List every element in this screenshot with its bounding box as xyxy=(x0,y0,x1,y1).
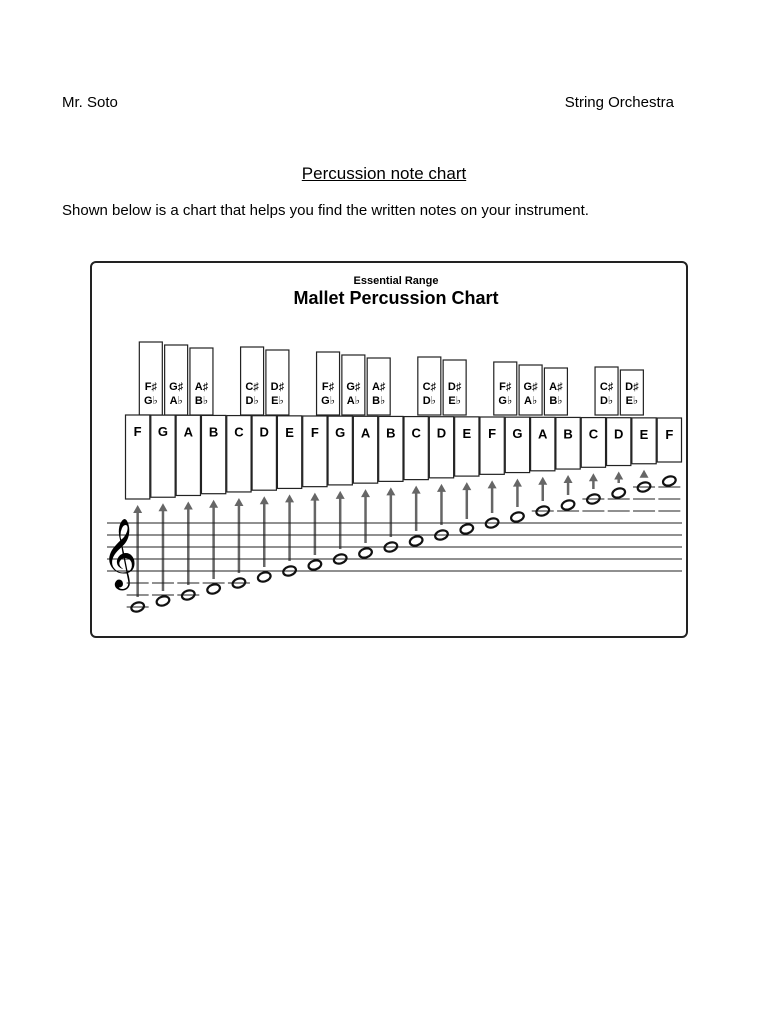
accidental-key-label: G♯ xyxy=(169,381,184,393)
accidental-key-label: A♭ xyxy=(169,395,183,407)
accidental-key-label: A♯ xyxy=(371,381,386,393)
note-arrow xyxy=(310,493,319,555)
class-name: String Orchestra xyxy=(564,94,674,111)
natural-key xyxy=(581,418,605,468)
natural-key xyxy=(277,416,301,489)
natural-key xyxy=(328,416,352,485)
natural-key xyxy=(657,418,681,462)
whole-note xyxy=(177,583,199,601)
mallet-chart-svg xyxy=(92,263,686,636)
accidental-key-label: D♯ xyxy=(447,381,462,393)
note-arrow xyxy=(462,482,471,519)
note-arrow xyxy=(437,484,446,525)
accidental-key xyxy=(241,347,264,415)
accidental-key-label: A♭ xyxy=(524,395,538,407)
note-arrow xyxy=(386,487,395,537)
natural-key-label: F xyxy=(665,427,674,442)
accidental-key-label: B♭ xyxy=(549,395,563,407)
natural-key xyxy=(151,415,175,497)
natural-key-label: A xyxy=(538,426,548,442)
note-arrow xyxy=(209,500,218,579)
natural-key-label: D xyxy=(259,424,269,440)
natural-key xyxy=(505,417,529,472)
natural-key-label: G xyxy=(157,424,169,440)
accidental-key-label: G♭ xyxy=(498,395,513,407)
whole-note xyxy=(257,571,272,583)
natural-key xyxy=(126,415,150,499)
natural-key-label: G xyxy=(512,426,523,442)
whole-note xyxy=(409,535,424,547)
accidental-key-label: G♭ xyxy=(143,395,158,407)
natural-key-label: A xyxy=(360,425,371,441)
whole-note xyxy=(557,499,579,511)
whole-note xyxy=(510,511,525,523)
accidental-key xyxy=(519,365,542,415)
natural-key-label: G xyxy=(335,425,346,441)
document-title: Percussion note chart xyxy=(301,164,467,183)
natural-key-label: C xyxy=(588,426,599,442)
natural-key-label: D xyxy=(614,426,624,442)
note-arrow xyxy=(564,475,573,495)
whole-note xyxy=(608,487,630,511)
whole-note xyxy=(658,475,680,511)
natural-key xyxy=(303,416,327,487)
note-arrow xyxy=(640,470,649,478)
natural-key xyxy=(353,416,377,483)
accidental-key xyxy=(165,345,188,415)
accidental-key-label: F♯ xyxy=(499,381,512,393)
accidental-key-label: F♯ xyxy=(321,381,335,393)
accidental-key xyxy=(418,357,441,415)
natural-key-label: B xyxy=(386,425,396,441)
accidental-key-label: D♭ xyxy=(599,395,614,407)
natural-key-label: D xyxy=(436,425,447,441)
chart-subtitle: Essential Range xyxy=(353,275,439,287)
accidental-key-label: C♯ xyxy=(599,381,614,393)
natural-key xyxy=(252,416,276,490)
accidental-key-label: D♯ xyxy=(625,381,639,393)
accidental-key xyxy=(494,362,517,415)
accidental-key-label: B♭ xyxy=(372,395,386,407)
accidental-key-label: E♭ xyxy=(625,395,639,407)
natural-key-label: B xyxy=(208,424,219,440)
whole-note xyxy=(307,559,322,571)
natural-key xyxy=(379,416,403,481)
natural-key-label: F xyxy=(488,426,497,441)
accidental-key xyxy=(595,367,618,415)
note-arrow xyxy=(488,480,497,513)
natural-key xyxy=(404,417,428,480)
note-arrow xyxy=(260,496,269,567)
note-arrow xyxy=(184,501,193,585)
accidental-key xyxy=(443,360,466,415)
natural-key-label: F xyxy=(310,425,319,440)
mallet-chart-figure xyxy=(90,261,688,638)
natural-key-label: B xyxy=(563,426,573,442)
natural-key-label: E xyxy=(462,425,472,441)
natural-key xyxy=(556,417,580,469)
accidental-key-label: E♭ xyxy=(271,395,284,407)
natural-key xyxy=(455,417,479,476)
accidental-key xyxy=(620,370,643,415)
accidental-key xyxy=(190,348,213,415)
accidental-key-label: A♭ xyxy=(346,395,360,407)
natural-key-label: F xyxy=(133,424,142,439)
teacher-name: Mr. Soto xyxy=(62,94,118,111)
natural-key xyxy=(176,415,200,495)
accidental-key-label: C♯ xyxy=(422,381,437,393)
natural-key xyxy=(429,417,453,478)
natural-key xyxy=(632,418,656,464)
whole-note xyxy=(459,523,474,535)
accidental-key-label: A♯ xyxy=(194,381,209,393)
accidental-key xyxy=(342,355,365,415)
accidental-key-label: G♯ xyxy=(523,381,538,393)
whole-note xyxy=(358,547,373,559)
natural-key xyxy=(607,418,631,466)
accidental-key-label: C♯ xyxy=(245,381,259,393)
natural-key xyxy=(227,416,251,492)
natural-key-label: C xyxy=(411,425,421,441)
whole-note xyxy=(203,583,225,595)
whole-note xyxy=(532,505,554,517)
intro-text: Shown below is a chart that helps you find the written notes on your instrument. xyxy=(62,202,589,219)
natural-key-label: E xyxy=(285,424,294,440)
note-arrow xyxy=(513,479,522,507)
note-arrow xyxy=(285,494,294,561)
accidental-key xyxy=(544,368,567,415)
natural-key-label: C xyxy=(234,424,244,440)
accidental-key-label: F♯ xyxy=(144,381,157,393)
note-arrow xyxy=(412,486,421,531)
treble-clef: 𝄞 xyxy=(102,519,138,586)
natural-key xyxy=(480,417,504,474)
accidental-key-label: D♯ xyxy=(270,381,285,393)
whole-note xyxy=(633,481,655,511)
accidental-key-label: G♭ xyxy=(321,395,335,407)
note-arrow xyxy=(538,477,547,501)
chart-title: Mallet Percussion Chart xyxy=(293,288,499,308)
accidental-key-label: D♭ xyxy=(245,395,259,407)
natural-key-label: E xyxy=(639,426,649,442)
accidental-key xyxy=(139,342,162,415)
note-arrow xyxy=(336,491,345,549)
natural-key-label: A xyxy=(183,424,193,440)
accidental-key-label: D♭ xyxy=(422,395,436,407)
accidental-keys xyxy=(139,342,643,415)
accidental-key-label: G♯ xyxy=(346,381,361,393)
natural-keys xyxy=(126,415,682,499)
natural-key xyxy=(531,417,555,471)
staff-notes xyxy=(127,475,681,613)
natural-key xyxy=(201,415,225,493)
accidental-key xyxy=(367,358,390,415)
note-arrow xyxy=(614,472,623,483)
whole-note xyxy=(582,493,604,511)
accidental-key-label: B♭ xyxy=(194,395,209,407)
note-arrow xyxy=(589,473,598,489)
accidental-key xyxy=(266,350,289,415)
accidental-key xyxy=(317,352,340,415)
accidental-key-label: E♭ xyxy=(448,395,461,407)
whole-note xyxy=(228,577,250,589)
accidental-key-label: A♯ xyxy=(549,381,563,393)
